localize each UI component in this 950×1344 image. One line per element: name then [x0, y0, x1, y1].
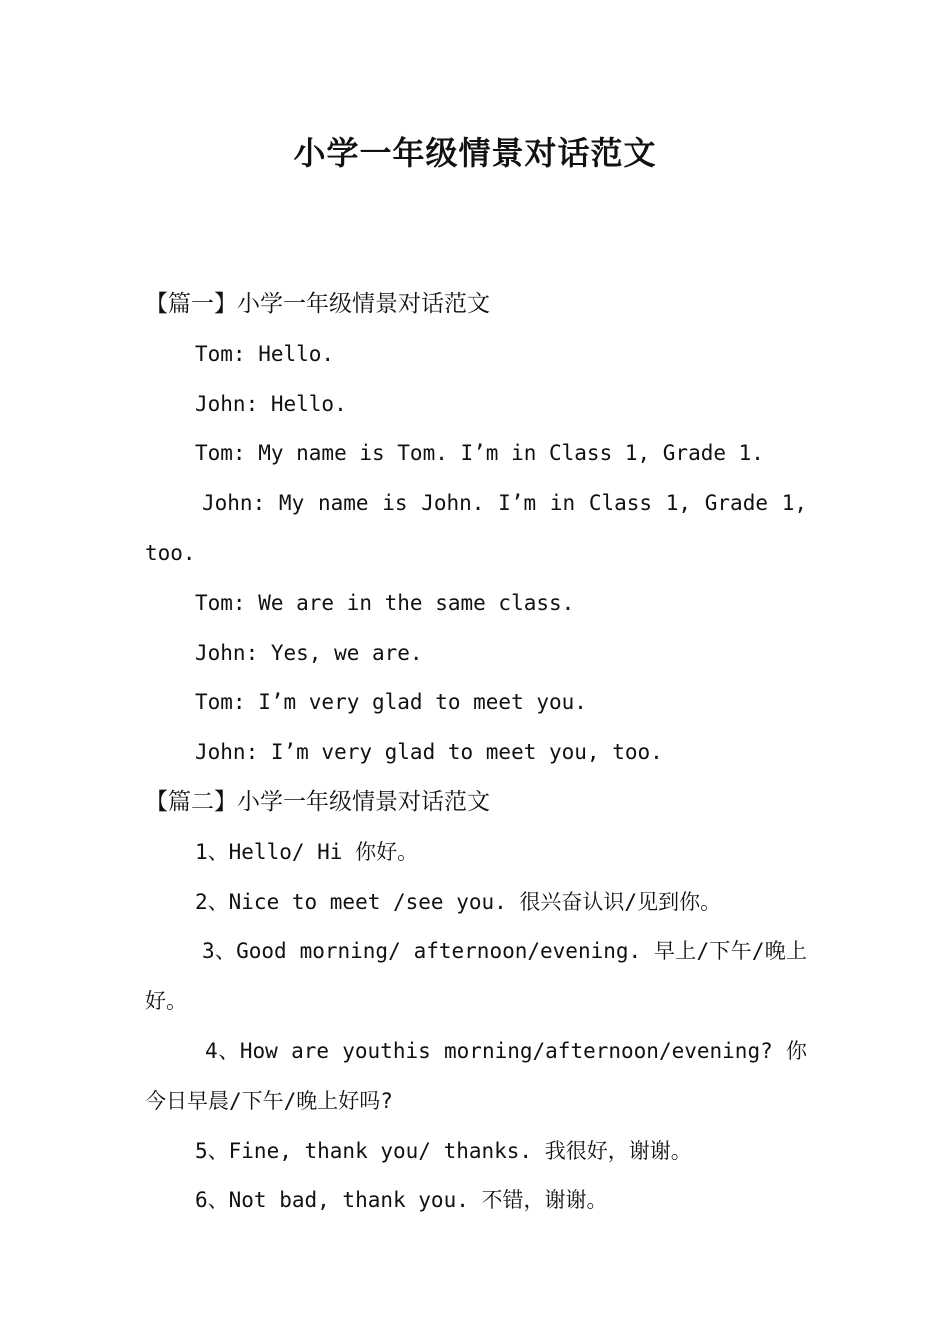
dialogue-line: Tom: I’m very glad to meet you. [195, 690, 587, 715]
phrase-item: 3、Good morning/ afternoon/evening. 早上/下午/晚上好。 [145, 939, 807, 1014]
dialogue-line: Tom: We are in the same class. [195, 590, 575, 615]
document-title: 小学一年级情景对话范文 [293, 134, 657, 172]
phrase-item: 5、Fine, thank you/ thanks. 我很好，谢谢。 [195, 1138, 692, 1163]
dialogue-line: Tom: Hello. [195, 341, 335, 366]
dialogue-line: John: I’m very glad to meet you, too. [195, 740, 663, 765]
phrase-item: 6、Not bad, thank you. 不错，谢谢。 [195, 1188, 608, 1213]
document-body [145, 280, 807, 1226]
dialogue-line: John: Yes, we are. [195, 640, 423, 665]
dialogue-line: Tom: My name is Tom. I’m in Class 1, Grade 1. [195, 441, 764, 466]
dialogue-line: John: My name is John. I’m in Class 1, Grade 1, too. [145, 491, 807, 565]
section-heading: 【篇二】小学一年级情景对话范文 [145, 788, 490, 815]
phrase-item: 1、Hello/ Hi 你好。 [195, 839, 419, 864]
phrase-item: 4、How are youthis morning/afternoon/evening? 你今日早晨/下午/晚上好吗? [145, 1038, 807, 1113]
section-heading: 【篇一】小学一年级情景对话范文 [145, 291, 490, 317]
dialogue-line: John: Hello. [195, 391, 347, 416]
phrase-item: 2、Nice to meet /see you. 很兴奋认识/见到你。 [195, 889, 722, 914]
